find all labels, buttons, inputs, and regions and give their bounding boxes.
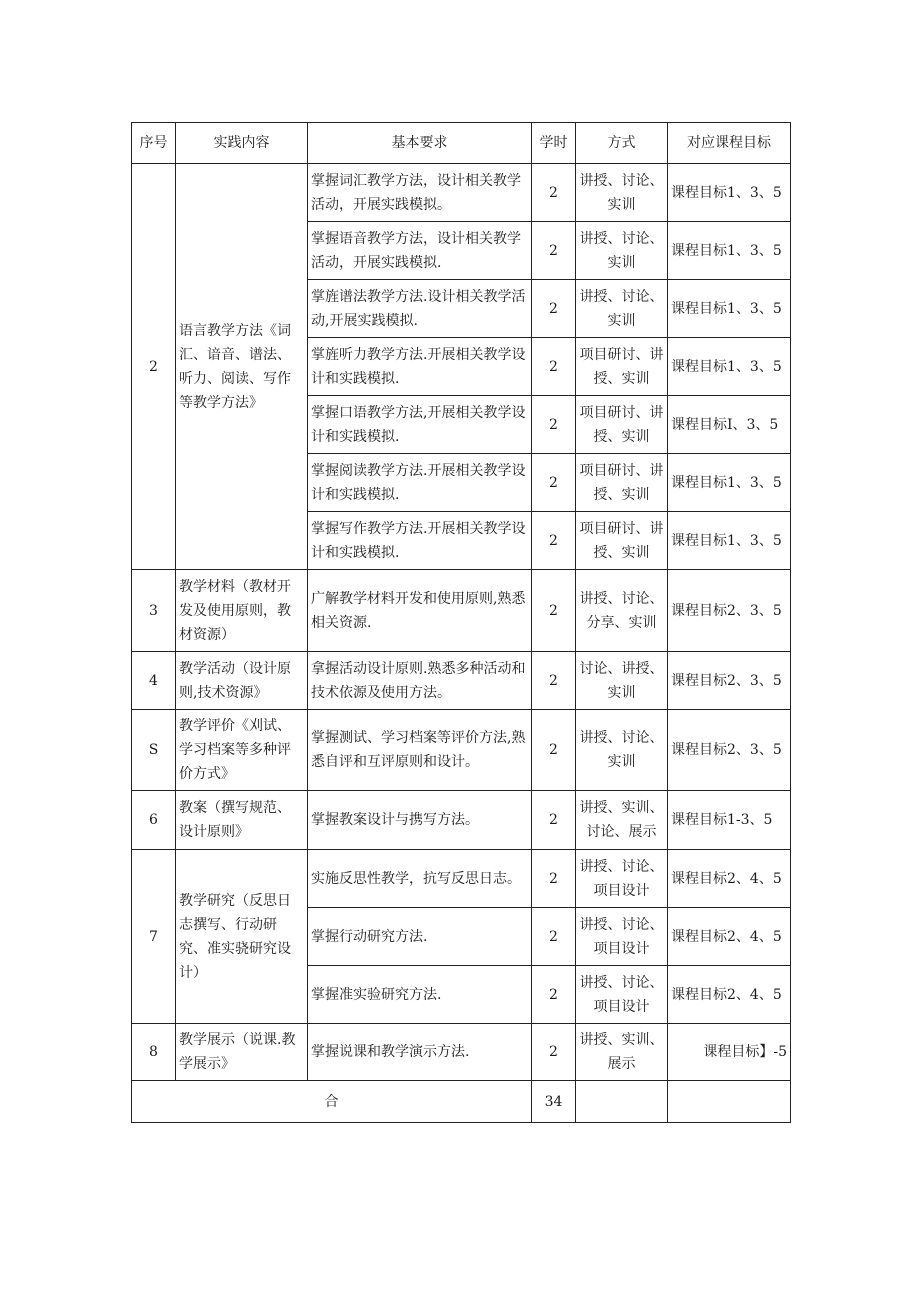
table-row — [132, 1024, 791, 1081]
hours-cell: 2 — [532, 222, 576, 280]
method-cell: 讲授、讨论、项目设计 — [579, 916, 664, 957]
table-row — [132, 850, 791, 908]
hours-cell: 2 — [532, 791, 576, 850]
course-practice-table — [131, 122, 791, 1123]
row-seq: S — [132, 710, 176, 791]
table-row — [132, 164, 791, 222]
hours-cell: 2 — [532, 280, 576, 338]
header-goal: 对应课程目标 — [668, 123, 791, 164]
table-row — [132, 791, 791, 850]
requirement-cell: 掌握词汇教学方法，设计相关教学活动，开展实践模拟。 — [308, 164, 532, 222]
hours-cell: 2 — [532, 850, 576, 908]
requirement-cell: 广解教学材料开发和使用原则,熟悉相关资源. — [308, 570, 532, 652]
row-seq: 3 — [132, 570, 176, 652]
table-row — [132, 570, 791, 652]
goal-cell: 课程目标1、3、5 — [668, 512, 791, 570]
table-header-row — [132, 123, 791, 164]
header-requirement: 基本要求 — [308, 123, 532, 164]
goal-cell: 课程目标2、3、5 — [668, 570, 791, 652]
hours-cell: 2 — [532, 908, 576, 966]
goal-cell: 课程目标2、4、5 — [668, 850, 791, 908]
requirement-cell: 掌旌听力教学方法.开展相关教学设计和实践模拟. — [308, 338, 532, 396]
requirement-cell: 掌握说课和教学演示方法. — [308, 1024, 532, 1081]
goal-cell: 课程目标1、3、5 — [668, 338, 791, 396]
method-cell: 讲授、讨论、分享、实训 — [576, 570, 668, 652]
goal-cell: 课程目标2、3、5 — [668, 652, 791, 710]
row-seq: 6 — [132, 791, 176, 850]
requirement-cell: 拿握活动设计原则.熟悉多种活动和技术依源及使用方法。 — [308, 652, 532, 710]
requirement-cell: 掌握准实验研究方法. — [308, 966, 532, 1024]
practice-content: 教学材料（教材开发及使用原则，教材资源） — [176, 570, 308, 652]
hours-cell: 2 — [532, 652, 576, 710]
hours-cell: 2 — [532, 396, 576, 454]
practice-content: 教学活动（设计原则,技术资源》 — [176, 652, 308, 710]
requirement-cell: 掌握行动研究方法. — [308, 908, 532, 966]
method-cell: 讲授、讨论、实训 — [576, 164, 668, 222]
method-cell: 项目研讨、讲授、实训 — [576, 396, 668, 454]
hours-cell: 2 — [532, 338, 576, 396]
row-seq: 8 — [132, 1024, 176, 1081]
total-method-empty — [576, 1081, 668, 1123]
goal-cell: 课程目标1-3、5 — [668, 791, 791, 850]
practice-content: 语言教学方法《词汇、谙音、谱法、听力、阅读、写作等教学方法》 — [176, 164, 308, 570]
practice-content: 教学展示（说课.教学展示》 — [176, 1024, 308, 1081]
requirement-cell: 掌握写作教学方法.开展相关教学设计和实践模拟. — [308, 512, 532, 570]
total-hours: 34 — [532, 1081, 576, 1123]
goal-cell: 课程目标】-5 — [668, 1024, 791, 1081]
row-seq: 4 — [132, 652, 176, 710]
method-cell: 讲授、讨论、实训 — [576, 280, 668, 338]
hours-cell: 2 — [532, 512, 576, 570]
method-cell: 讲授、实训、讨论、展示 — [576, 791, 668, 850]
goal-cell: 课程目标1、3、5 — [668, 454, 791, 512]
method-cell: 项目研讨、讲授、实训 — [576, 338, 668, 396]
requirement-cell: 掌握口语教学方法,开展相关教学设计和实践模拟. — [308, 396, 532, 454]
header-hours: 学时 — [532, 123, 576, 164]
requirement-cell: 掌握测试、学习档案等评价方法,熟悉自评和互评原则和设计。 — [308, 710, 532, 791]
header-method: 方式 — [576, 123, 668, 164]
requirement-cell: 掌握阅读教学方法.开展相关教学设计和实践模拟. — [308, 454, 532, 512]
requirement-cell: 掌旌谱法教学方法.设计相关教学活动,开展实践模拟. — [308, 280, 532, 338]
requirement-cell: 掌握语音教学方法，设计相关教学活动，开展实践模拟. — [308, 222, 532, 280]
goal-cell: 课程目标I、3、5 — [668, 396, 791, 454]
goal-cell: 课程目标1、3、5 — [668, 280, 791, 338]
practice-content: 教学评价《刈试、学习档案等多种评价方式》 — [176, 710, 308, 791]
row-seq: 2 — [132, 164, 176, 570]
table-row — [132, 652, 791, 710]
hours-cell: 2 — [532, 710, 576, 791]
method-cell: 讲授、讨论、实训 — [576, 710, 668, 791]
table-row — [132, 710, 791, 791]
header-seq: 序号 — [132, 123, 176, 164]
method-cell: 讲授、实训、展示 — [576, 1024, 668, 1081]
total-row — [132, 1081, 791, 1123]
method-cell: 项目研讨、讲授、实训 — [576, 512, 668, 570]
method-cell: 讲授、讨论、项目设计 — [579, 858, 664, 899]
total-goal-empty — [668, 1081, 791, 1123]
header-content: 实践内容 — [176, 123, 308, 164]
practice-content: 教学研究（反思日志撰写、行动研究、准实骁研究设计） — [176, 850, 308, 1024]
goal-cell: 课程目标1、3、5 — [668, 164, 791, 222]
goal-cell: 课程目标2、3、5 — [668, 710, 791, 791]
requirement-cell: 实施反思性教学，抗写反思日志。 — [308, 850, 532, 908]
hours-cell: 2 — [532, 966, 576, 1024]
method-cell: 讲授、讨论、实训 — [576, 222, 668, 280]
practice-content: 教案（撰写规范、设计原则》 — [176, 791, 308, 850]
method-cell: 讲授、讨论、项目设计 — [579, 974, 664, 1015]
hours-cell: 2 — [532, 1024, 576, 1081]
goal-cell: 课程目标1、3、5 — [668, 222, 791, 280]
method-cell: 项目研讨、讲授、实训 — [576, 454, 668, 512]
requirement-cell: 掌握教案设计与携写方法。 — [308, 791, 532, 850]
total-label: 合 — [132, 1081, 532, 1123]
goal-cell: 课程目标2、4、5 — [668, 966, 791, 1024]
hours-cell: 2 — [532, 570, 576, 652]
hours-cell: 2 — [532, 454, 576, 512]
method-cell: 讨论、讲授、实训 — [576, 652, 668, 710]
goal-cell: 课程目标2、4、5 — [668, 908, 791, 966]
hours-cell: 2 — [532, 164, 576, 222]
row-seq: 7 — [132, 850, 176, 1024]
